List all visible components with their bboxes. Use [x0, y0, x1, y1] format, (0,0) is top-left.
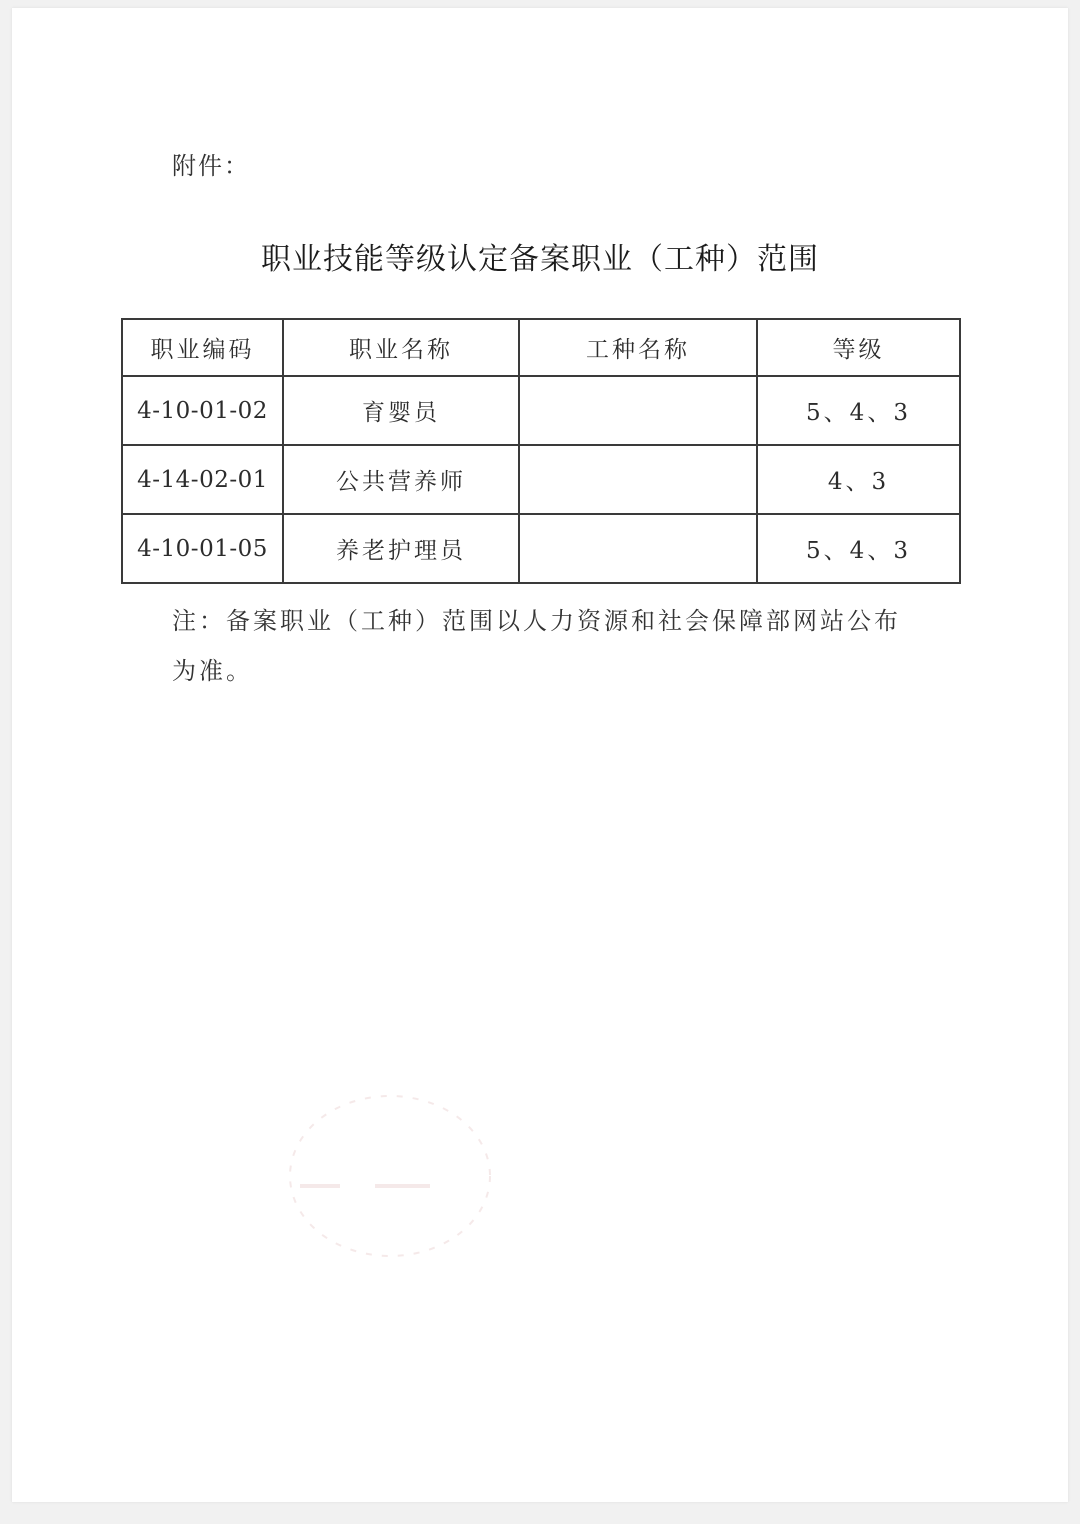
occupation-scope-table	[121, 318, 961, 584]
header-occupation-name: 职业名称	[283, 319, 519, 376]
level-cell: 5、4、3	[757, 376, 960, 445]
table-row	[122, 376, 960, 445]
occupation-code-cell: 4-14-02-01	[122, 445, 283, 514]
footnote: 注：备案职业（工种）范围以人力资源和社会保障部网站公布为准。	[172, 607, 901, 685]
table-row	[122, 445, 960, 514]
header-level: 等级	[757, 319, 960, 376]
level-cell: 5、4、3	[757, 514, 960, 583]
attachment-label: 附件：	[172, 152, 250, 180]
level-cell: 4、3	[757, 445, 960, 514]
table-header-row	[122, 319, 960, 376]
header-work-type-name: 工种名称	[519, 319, 757, 376]
document-page	[12, 8, 1068, 1502]
faded-seal-mark	[280, 1086, 500, 1266]
occupation-code-cell: 4-10-01-05	[122, 514, 283, 583]
work-type-cell	[519, 514, 757, 583]
table-row	[122, 514, 960, 583]
document-title: 职业技能等级认定备案职业（工种）范围	[261, 242, 819, 277]
work-type-cell	[519, 376, 757, 445]
occupation-name-cell: 育婴员	[283, 376, 519, 445]
occupation-code-cell: 4-10-01-02	[122, 376, 283, 445]
occupation-name-cell: 养老护理员	[283, 514, 519, 583]
work-type-cell	[519, 445, 757, 514]
header-occupation-code: 职业编码	[122, 319, 283, 376]
occupation-name-cell: 公共营养师	[283, 445, 519, 514]
